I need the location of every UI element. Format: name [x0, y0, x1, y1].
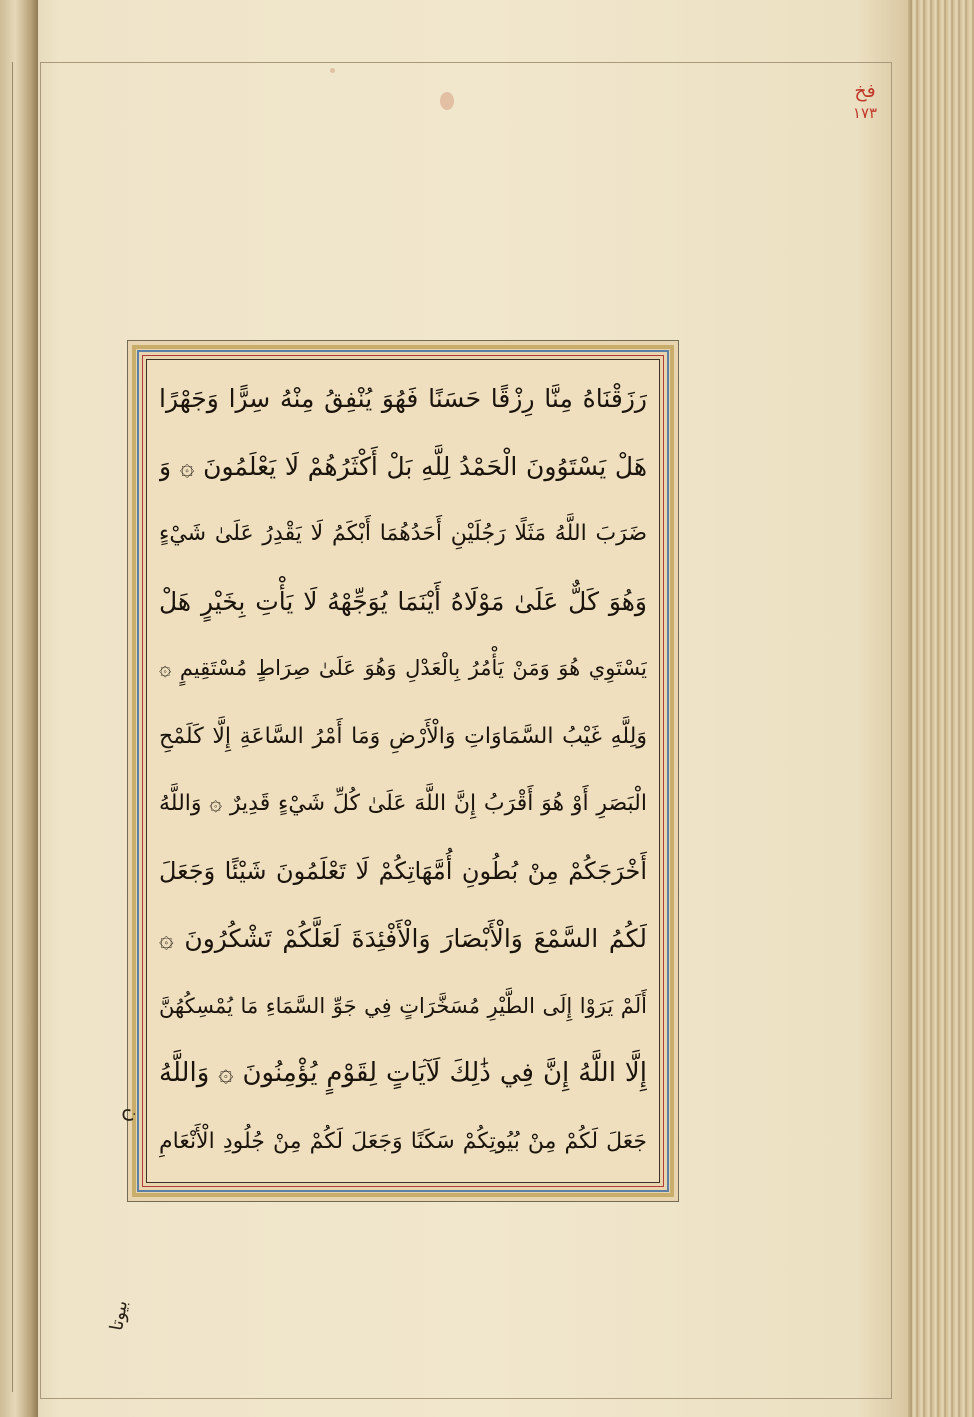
- text-line-1: رَزَقْنَاهُ مِنَّا رِزْقًا حَسَنًا فَهُوَ يُنْفِقُ مِنْهُ سِرًّا وَجَهْرًا: [159, 384, 647, 413]
- catchword: بيوتا: [106, 1298, 133, 1333]
- text-line-7: الْبَصَرِ أَوْ هُوَ أَقْرَبُ إِنَّ اللَّهَ عَلَىٰ كُلِّ شَيْءٍ قَدِيرٌ ۞ وَاللَّهُ: [159, 791, 647, 817]
- text-line-11: إِلَّا اللَّهُ إِنَّ فِي ذَٰلِكَ لَآيَاتٍ لِقَوْمٍ يُؤْمِنُونَ ۞ وَاللَّهُ: [159, 1058, 647, 1089]
- book-gutter: [0, 0, 38, 1417]
- ink-stain: [330, 68, 335, 73]
- folio-letters: فخ: [854, 80, 876, 102]
- text-line-8: أَخْرَجَكُمْ مِنْ بُطُونِ أُمَّهَاتِكُمْ لَا تَعْلَمُونَ شَيْئًا وَجَعَلَ: [159, 856, 647, 885]
- text-line-3: ضَرَبَ اللَّهُ مَثَلًا رَجُلَيْنِ أَحَدُهُمَا أَبْكَمُ لَا يَقْدِرُ عَلَىٰ شَيْءٍ: [159, 521, 647, 547]
- text-lines: [159, 370, 647, 1172]
- text-line-6: وَلِلَّهِ غَيْبُ السَّمَاوَاتِ وَالْأَرْضِ وَمَا أَمْرُ السَّاعَةِ إِلَّا كَلَمْحِ: [159, 723, 647, 749]
- folio-marker: [843, 80, 887, 124]
- text-block-frame: [127, 340, 679, 1202]
- text-line-12: جَعَلَ لَكُمْ مِنْ بُيُوتِكُمْ سَكَنًا وَجَعَلَ لَكُمْ مِنْ جُلُودِ الْأَنْعَامِ: [159, 1128, 647, 1154]
- ink-stain: [440, 92, 454, 110]
- text-line-9: لَكُمُ السَّمْعَ وَالْأَبْصَارَ وَالْأَفْئِدَةَ لَعَلَّكُمْ تَشْكُرُونَ ۞: [159, 924, 647, 954]
- text-line-4: وَهُوَ كَلٌّ عَلَىٰ مَوْلَاهُ أَيْنَمَا يُوَجِّهْهُ لَا يَأْتِ بِخَيْرٍ هَلْ: [159, 586, 647, 616]
- text-line-10: أَلَمْ يَرَوْا إِلَى الطَّيْرِ مُسَخَّرَاتٍ فِي جَوِّ السَّمَاءِ مَا يُمْسِكُهُنَّ: [159, 993, 647, 1018]
- text-line-5: يَسْتَوِي هُوَ وَمَنْ يَأْمُرُ بِالْعَدْلِ وَهُوَ عَلَىٰ صِرَاطٍ مُسْتَقِيمٍ ۞: [159, 656, 647, 681]
- book-block-edges: [912, 0, 974, 1417]
- folio-number: ١٧٣: [852, 104, 878, 122]
- text-area: [146, 359, 660, 1183]
- gutter-ruling: [12, 62, 13, 1392]
- margin-note: ن: [120, 1107, 145, 1123]
- text-line-2: هَلْ يَسْتَوُونَ الْحَمْدُ لِلَّهِ بَلْ أَكْثَرُهُمْ لَا يَعْلَمُونَ ۞ وَ: [159, 451, 647, 481]
